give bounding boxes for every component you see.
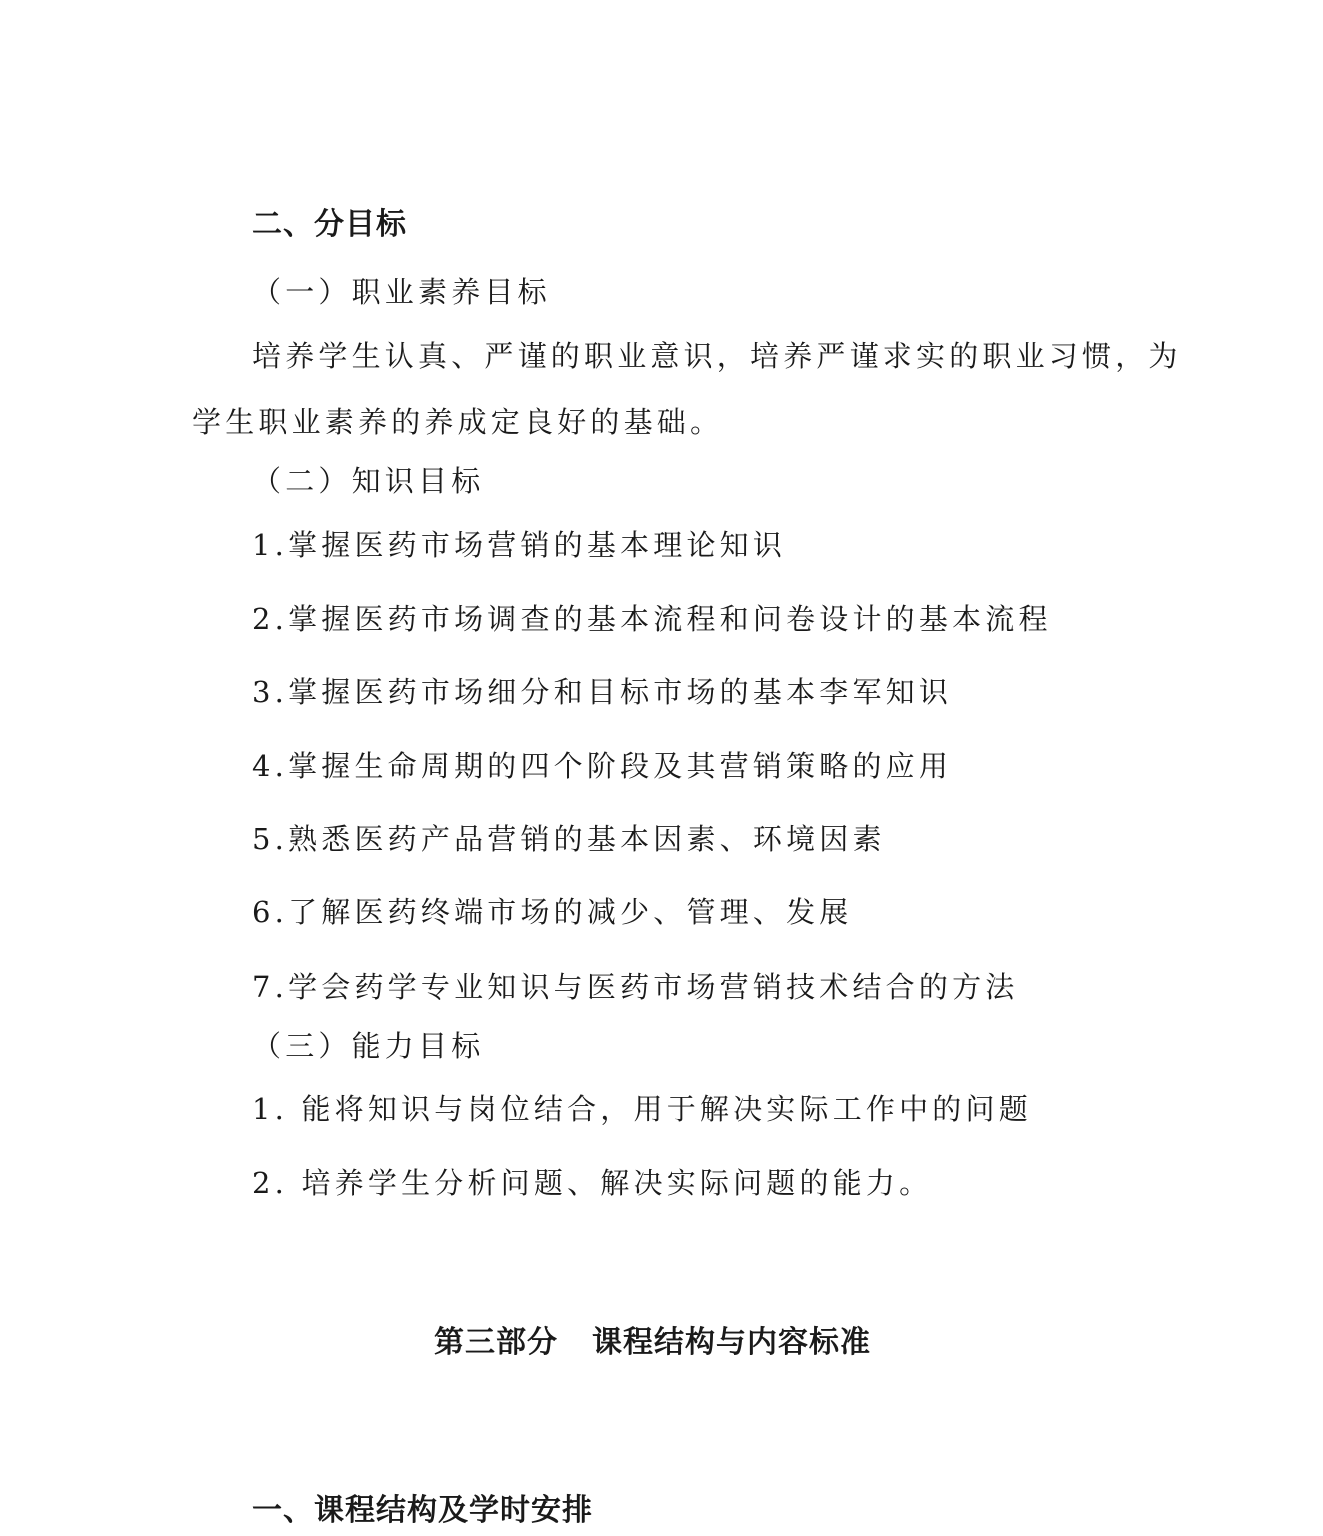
part-label: 第三部分 (434, 1325, 558, 1360)
list-item: 2. 培养学生分析问题、解决实际问题的能力。 (252, 1166, 933, 1200)
list-item: 5.熟悉医药产品营销的基本因素、环境因素 (252, 822, 886, 856)
list-item: 4.掌握生命周期的四个阶段及其营销策略的应用 (252, 749, 953, 783)
subsection-title: （一）职业素养目标 (252, 275, 551, 309)
paragraph-line: 培养学生认真、严谨的职业意识，培养严谨求实的职业习惯，为 (252, 339, 1182, 373)
list-item: 1.掌握医药市场营销的基本理论知识 (252, 528, 787, 562)
list-item: 2.掌握医药市场调查的基本流程和问卷设计的基本流程 (252, 602, 1052, 636)
part-title (434, 1325, 871, 1360)
list-item: 6.了解医药终端市场的减少、管理、发展 (252, 895, 853, 929)
paragraph-line: 学生职业素养的养成定良好的基础。 (192, 405, 724, 439)
section-heading: 二、分目标 (252, 207, 407, 242)
subsection-title: （二）知识目标 (252, 464, 485, 498)
list-item: 3.掌握医药市场细分和目标市场的基本李军知识 (252, 675, 953, 709)
section-heading: 一、课程结构及学时安排 (252, 1493, 593, 1528)
list-item: 1. 能将知识与岗位结合，用于解决实际工作中的问题 (252, 1092, 1032, 1126)
list-item: 7.学会药学专业知识与医药市场营销技术结合的方法 (252, 970, 1019, 1004)
subsection-title: （三）能力目标 (252, 1029, 485, 1063)
part-title-text: 课程结构与内容标准 (592, 1325, 871, 1360)
